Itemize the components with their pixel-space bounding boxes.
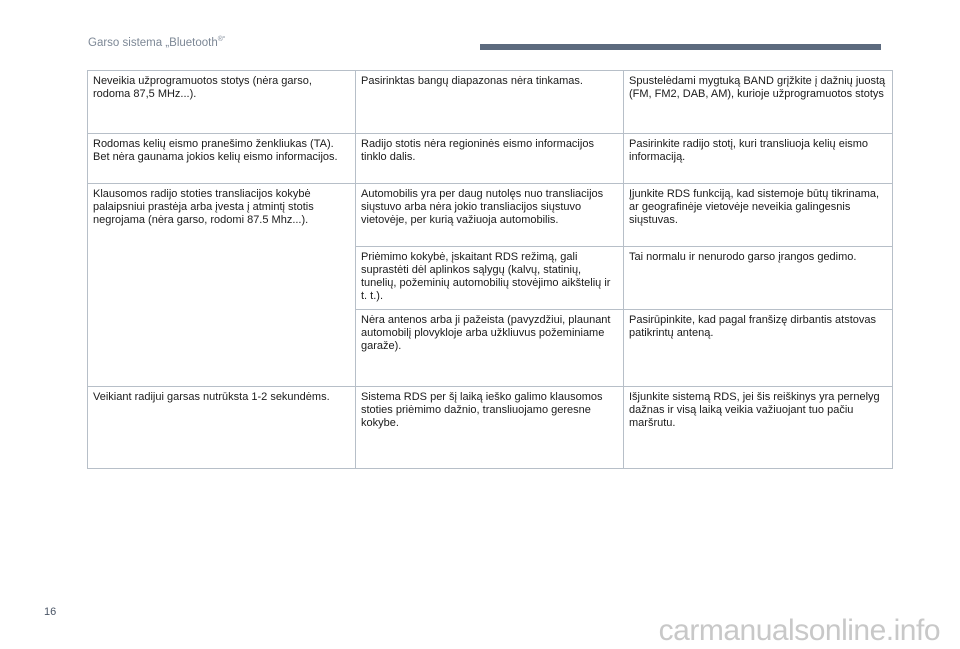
solution-cell: Pasirūpinkite, kad pagal franšizę dirbantis atstovas patikrintų anteną. bbox=[624, 310, 893, 387]
solution-cell: Išjunkite sistemą RDS, jei šis reiškinys yra pernelyg dažnas ir visą laiką veikia važiuojant tuo pačiu maršrutu. bbox=[624, 387, 893, 469]
problem-cell: Neveikia užprogramuotos stotys (nėra garso, rodoma 87,5 MHz...). bbox=[88, 71, 356, 134]
cause-cell: Priėmimo kokybė, įskaitant RDS režimą, gali suprastėti dėl aplinkos sąlygų (kalvų, statinių, tunelių, požeminių automobilių stovėjimo aikštelių ir t. t.). bbox=[356, 247, 624, 310]
header-bar bbox=[480, 44, 881, 50]
table-row bbox=[88, 71, 893, 134]
section-title bbox=[88, 37, 225, 49]
solution-cell: Spustelėdami mygtuką BAND grįžkite į dažnių juostą (FM, FM2, DAB, AM), kurioje užprogramuotos stotys bbox=[624, 71, 893, 134]
problem-cell: Klausomos radijo stoties transliacijos kokybė palaipsniui prastėja arba įvesta į atmintį stotis negrojama (nėra garso, rodomi 87.5 Mhz...). bbox=[88, 184, 356, 387]
troubleshooting-table bbox=[87, 70, 893, 469]
section-title-text: Garso sistema „Bluetooth bbox=[88, 37, 218, 49]
cause-cell: Nėra antenos arba ji pažeista (pavyzdžiui, plaunant automobilį plovykloje arba užkliuvus požeminiame garaže). bbox=[356, 310, 624, 387]
solution-cell: Įjunkite RDS funkciją, kad sistemoje būtų tikrinama, ar geografinėje vietovėje neveikia galingesnis siųstuvas. bbox=[624, 184, 893, 247]
page-number: 16 bbox=[44, 606, 57, 618]
problem-cell: Rodomas kelių eismo pranešimo ženkliukas (TA). Bet nėra gaunama jokios kelių eismo informacijos. bbox=[88, 134, 356, 184]
cause-cell: Pasirinktas bangų diapazonas nėra tinkamas. bbox=[356, 71, 624, 134]
table-row bbox=[88, 184, 893, 247]
cause-cell: Automobilis yra per daug nutolęs nuo transliacijos siųstuvo arba nėra jokio transliacijos siųstuvo vietovėje, per kurią važiuoja automobilis. bbox=[356, 184, 624, 247]
solution-cell: Tai normalu ir nenurodo garso įrangos gedimo. bbox=[624, 247, 893, 310]
solution-cell: Pasirinkite radijo stotį, kuri transliuoja kelių eismo informaciją. bbox=[624, 134, 893, 184]
section-title-superscript: ®“ bbox=[217, 36, 226, 44]
table-row bbox=[88, 134, 893, 184]
cause-cell: Sistema RDS per šį laiką ieško galimo klausomos stoties priėmimo dažnio, transliuojamo geresne kokybe. bbox=[356, 387, 624, 469]
problem-cell: Veikiant radijui garsas nutrūksta 1-2 sekundėms. bbox=[88, 387, 356, 469]
table-row bbox=[88, 387, 893, 469]
cause-cell: Radijo stotis nėra regioninės eismo informacijos tinklo dalis. bbox=[356, 134, 624, 184]
watermark: carmanualsonline.info bbox=[658, 614, 940, 647]
